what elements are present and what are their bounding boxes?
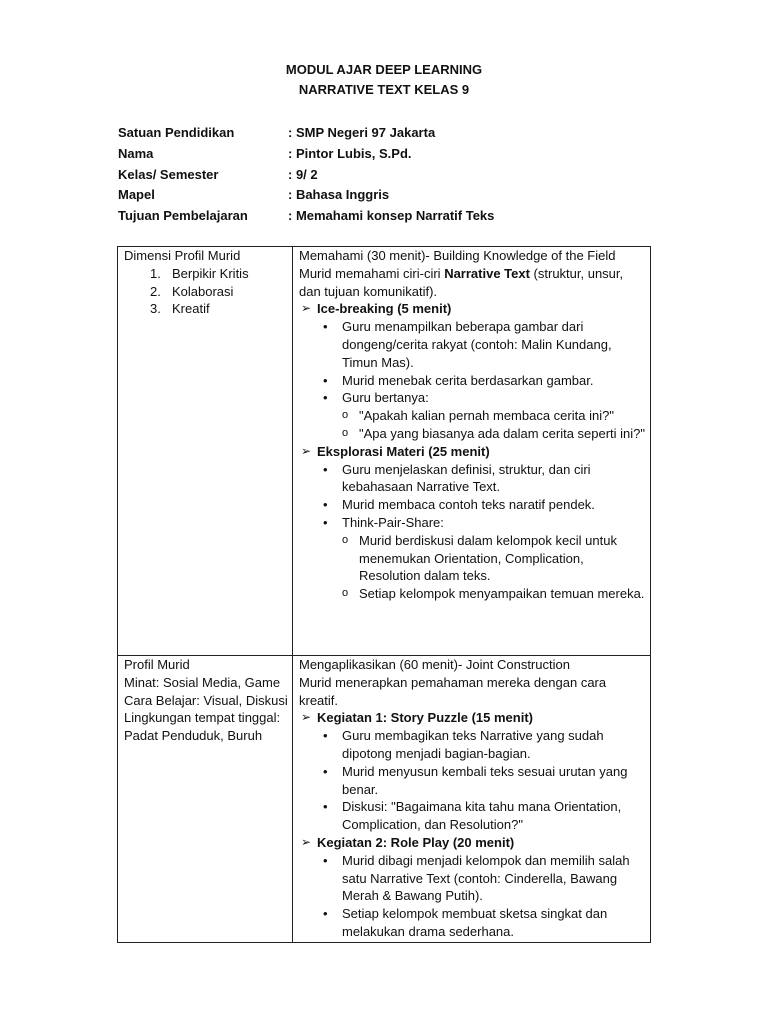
arrow-bullet-icon: ➢ xyxy=(301,710,312,725)
mengaplikasikan-cell xyxy=(293,656,651,943)
list-item: o Setiap kelompok menyampaikan temuan mereka. xyxy=(342,586,645,602)
activity-heading: ➢ Ice-breaking (5 menit) xyxy=(301,301,452,317)
document-title: MODUL AJAR DEEP LEARNING xyxy=(285,62,483,77)
document-subtitle: NARRATIVE TEXT KELAS 9 xyxy=(298,82,470,97)
arrow-bullet-icon: ➢ xyxy=(301,301,312,316)
profil-line: Lingkungan tempat tinggal: Padat Penduduk, Buruh xyxy=(124,710,281,744)
profil-line: Minat: Sosial Media, Game xyxy=(124,674,281,690)
list-item: • Murid menyusun kembali teks sesuai urutan yang benar. xyxy=(323,763,628,797)
circle-bullet-icon: o xyxy=(342,426,349,439)
bullet-icon: • xyxy=(323,497,328,513)
section-intro: Memahami (30 menit)- Building Knowledge of the Field xyxy=(299,248,616,263)
list-item: o "Apa yang biasanya ada dalam cerita seperti ini?" xyxy=(342,425,646,441)
list-item: • Guru membagikan teks Narrative yang sudah dipotong menjadi bagian-bagian. xyxy=(323,728,604,761)
info-label: Nama xyxy=(118,145,154,161)
circle-bullet-icon: o xyxy=(342,533,349,546)
info-row xyxy=(118,185,494,206)
list-item: • Guru menampilkan beberapa gambar dari dongeng/cerita rakyat (contoh: Malin Kundang, Timun Mas). xyxy=(323,319,612,370)
info-value: : SMP Negeri 97 Jakarta xyxy=(288,125,436,140)
list-item: • Think-Pair-Share: o Murid berdiskusi dalam kelompok kecil untuk menemukan Orientation, Complication, Resolution dalam teks. o Setiap kelompok menyampaikan temuan mereka. xyxy=(323,514,645,602)
list-item: o Murid berdiskusi dalam kelompok kecil untuk menemukan Orientation, Complication, Resolution dalam teks. xyxy=(342,532,617,584)
list-item: 2. Kolaborasi xyxy=(150,283,234,299)
list-item: • Guru menjelaskan definisi, struktur, dan ciri kebahasaan Narrative Text. xyxy=(323,461,591,495)
info-label: Kelas/ Semester xyxy=(118,166,219,182)
list-item: • Murid menebak cerita berdasarkan gambar. xyxy=(323,372,594,388)
info-block xyxy=(118,123,494,227)
list-item: • Setiap kelompok membuat sketsa singkat dan melakukan drama sederhana. xyxy=(323,906,608,939)
info-value: : 9/ 2 xyxy=(288,166,318,182)
list-item: • Diskusi: "Bagaimana kita tahu mana Orientation, Complication, dan Resolution?" xyxy=(323,799,622,833)
bullet-icon: • xyxy=(323,852,328,868)
info-row xyxy=(118,206,494,227)
info-row xyxy=(118,123,494,144)
info-label: Tujuan Pembelajaran xyxy=(118,208,248,224)
activity-list xyxy=(299,852,645,941)
info-row xyxy=(118,165,494,186)
info-value: : Pintor Lubis, S.Pd. xyxy=(288,145,412,161)
arrow-bullet-icon: ➢ xyxy=(301,443,312,458)
bullet-icon: • xyxy=(323,390,328,406)
activity-heading: ➢ Eksplorasi Materi (25 menit) xyxy=(301,443,490,459)
activity-list xyxy=(299,461,645,603)
info-row xyxy=(118,144,494,165)
bullet-icon: • xyxy=(323,763,328,779)
dimensi-title: Dimensi Profil Murid xyxy=(124,248,241,263)
profil-line: Profil Murid xyxy=(124,657,190,672)
sub-list xyxy=(342,532,645,603)
section-desc: Murid menerapkan pemahaman mereka dengan cara kreatif. xyxy=(299,674,607,708)
bullet-icon: • xyxy=(323,799,328,815)
bullet-icon: • xyxy=(323,372,328,388)
info-label: Mapel xyxy=(118,187,155,203)
profil-line: Cara Belajar: Visual, Diskusi xyxy=(124,692,288,708)
bullet-icon: • xyxy=(323,906,328,922)
list-item: 1. Berpikir Kritis xyxy=(150,265,249,281)
dimensi-cell xyxy=(118,247,293,656)
list-item: o "Apakah kalian pernah membaca cerita ini?" xyxy=(342,408,614,424)
list-item: 3. Kreatif xyxy=(150,301,210,317)
bullet-icon: • xyxy=(323,319,328,335)
circle-bullet-icon: o xyxy=(342,409,349,422)
activity-list xyxy=(299,727,645,834)
list-item: • Guru bertanya: o "Apakah kalian pernah membaca cerita ini?" o "Apa yang biasanya ada dalam cerita seperti ini?" xyxy=(323,390,646,441)
bullet-icon: • xyxy=(323,514,328,530)
info-value: : Bahasa Inggris xyxy=(288,187,390,203)
memahami-cell xyxy=(293,247,651,656)
info-value: : Memahami konsep Narratif Teks xyxy=(288,208,495,224)
sub-list xyxy=(342,407,645,443)
list-item: • Murid dibagi menjadi kelompok dan memilih salah satu Narrative Text (contoh: Cinderella, Bawang Merah & Bawang Putih). xyxy=(323,852,630,904)
section-intro: Mengaplikasikan (60 menit)- Joint Construction xyxy=(299,657,570,672)
activity-heading: ➢ Kegiatan 2: Role Play (20 menit) xyxy=(301,834,515,850)
bullet-icon: • xyxy=(323,461,328,477)
profil-cell xyxy=(118,656,293,943)
list-item: • Murid membaca contoh teks naratif pendek. xyxy=(323,497,595,513)
lesson-table xyxy=(117,246,651,943)
bullet-icon: • xyxy=(323,728,328,744)
table-row xyxy=(118,247,651,656)
arrow-bullet-icon: ➢ xyxy=(301,834,312,849)
section-desc: Murid memahami ciri-ciri Narrative Text (struktur, unsur, dan tujuan komunikatif). xyxy=(299,265,624,299)
dimensi-list xyxy=(124,265,288,318)
circle-bullet-icon: o xyxy=(342,587,349,600)
activity-heading: ➢ Kegiatan 1: Story Puzzle (15 menit) xyxy=(301,710,533,726)
activity-list xyxy=(299,318,645,443)
info-label: Satuan Pendidikan xyxy=(118,125,235,140)
table-row xyxy=(118,656,651,943)
